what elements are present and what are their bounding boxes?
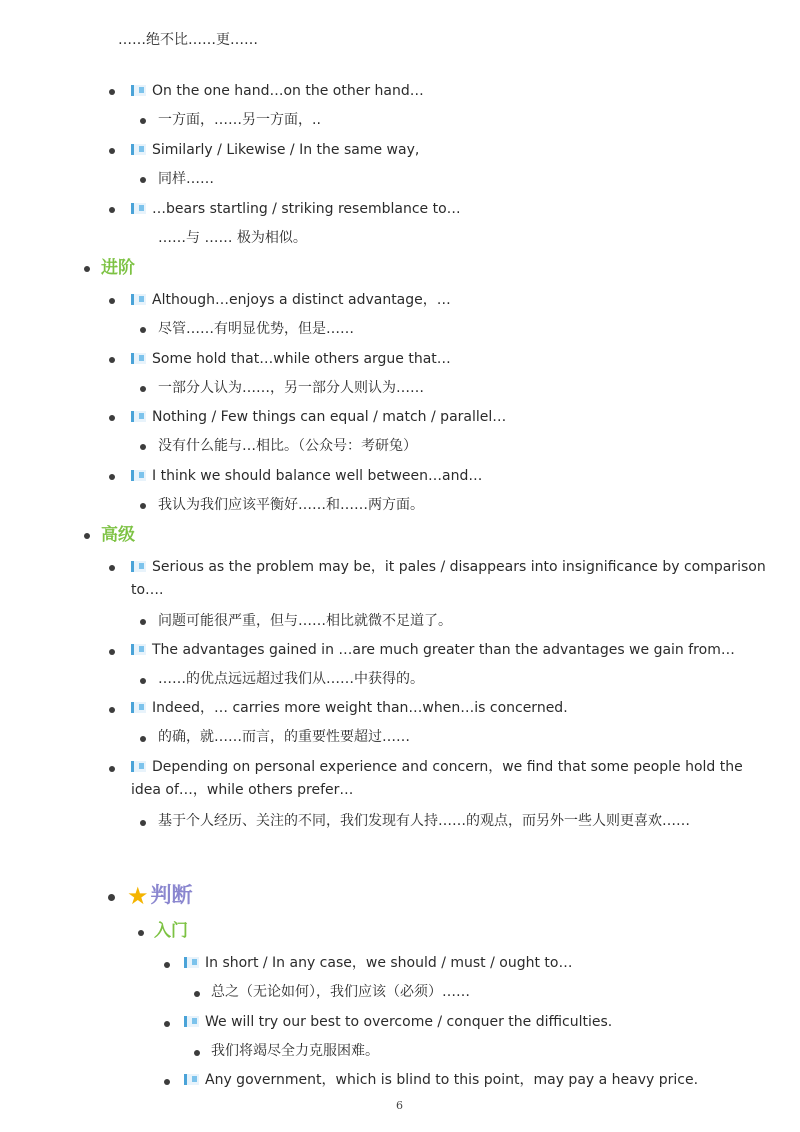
phrase-item bbox=[131, 640, 735, 660]
phrase-text: Depending on personal experience and concern，we find that some people hold the idea of…，while others prefer… bbox=[131, 759, 743, 798]
phrase-item bbox=[131, 81, 424, 101]
bullet bbox=[109, 298, 115, 304]
bullet bbox=[140, 619, 146, 625]
cn-translation: 同样…… bbox=[158, 171, 214, 187]
bullet bbox=[140, 118, 146, 124]
vocab-level-badge-icon bbox=[184, 1074, 199, 1085]
section-heading-senior: 高级 bbox=[101, 525, 135, 545]
bullet bbox=[194, 991, 200, 997]
cn-translation: ……的优点远远超过我们从……中获得的。 bbox=[158, 671, 424, 687]
phrase-item bbox=[184, 953, 573, 973]
cn-translation: ……与 …… 极为相似。 bbox=[158, 230, 307, 246]
vocab-level-badge-icon bbox=[131, 353, 146, 364]
vocab-level-badge-icon bbox=[131, 761, 146, 772]
cn-translation: 尽管……有明显优势，但是…… bbox=[158, 321, 354, 337]
bullet bbox=[109, 89, 115, 95]
bullet bbox=[109, 707, 115, 713]
cn-translation: 基于个人经历、关注的不同，我们发现有人持……的观点，而另外一些人则更喜欢…… bbox=[158, 813, 690, 829]
phrase-item bbox=[131, 556, 771, 602]
bullet bbox=[164, 1079, 170, 1085]
vocab-level-badge-icon bbox=[131, 470, 146, 481]
phrase-text: Although…enjoys a distinct advantage，… bbox=[152, 292, 451, 308]
section-heading-judgement bbox=[127, 880, 193, 913]
phrase-item bbox=[184, 1070, 698, 1090]
phrase-item bbox=[131, 349, 451, 369]
phrase-text: The advantages gained in …are much greater than the advantages we gain from… bbox=[152, 642, 735, 658]
bullet bbox=[140, 327, 146, 333]
bullet bbox=[140, 386, 146, 392]
phrase-item bbox=[131, 466, 482, 486]
cn-translation: 没有什么能与…相比。（公众号：考研兔） bbox=[158, 438, 417, 454]
phrase-text: On the one hand…on the other hand… bbox=[152, 83, 424, 99]
cn-translation: 总之（无论如何），我们应该（必须）…… bbox=[211, 984, 470, 1000]
bullet bbox=[108, 894, 115, 901]
bullet bbox=[164, 962, 170, 968]
star-icon: ★ bbox=[127, 882, 149, 910]
vocab-level-badge-icon bbox=[131, 561, 146, 572]
page-number: 6 bbox=[396, 1099, 403, 1112]
bullet bbox=[140, 736, 146, 742]
phrase-text: Serious as the problem may be，it pales / disappears into insignificance by comparison to…. bbox=[131, 559, 766, 598]
vocab-level-badge-icon bbox=[184, 1016, 199, 1027]
vocab-level-badge-icon bbox=[131, 144, 146, 155]
bullet bbox=[109, 649, 115, 655]
phrase-item bbox=[131, 290, 451, 310]
phrase-item bbox=[131, 140, 419, 160]
phrase-text: I think we should balance well between…and… bbox=[152, 468, 483, 484]
section-heading-beginner: 入门 bbox=[154, 921, 188, 941]
section-heading-advanced: 进阶 bbox=[101, 258, 135, 278]
phrase-item bbox=[131, 407, 506, 427]
bullet bbox=[84, 266, 90, 272]
phrase-item bbox=[184, 1012, 612, 1032]
bullet bbox=[140, 503, 146, 509]
bullet bbox=[138, 930, 144, 936]
bullet bbox=[140, 444, 146, 450]
phrase-text: Similarly / Likewise / In the same way, bbox=[152, 142, 420, 158]
cn-translation: 我们将竭尽全力克服困难。 bbox=[211, 1043, 379, 1059]
bullet bbox=[109, 357, 115, 363]
vocab-level-badge-icon bbox=[131, 644, 146, 655]
bullet bbox=[140, 820, 146, 826]
bullet bbox=[194, 1050, 200, 1056]
bullet bbox=[109, 474, 115, 480]
phrase-text: In short / In any case，we should / must / ought to… bbox=[205, 955, 573, 971]
vocab-level-badge-icon bbox=[131, 411, 146, 422]
vocab-level-badge-icon bbox=[131, 702, 146, 713]
cn-translation: 问题可能很严重，但与……相比就微不足道了。 bbox=[158, 613, 452, 629]
cn-translation: 一方面，……另一方面，.. bbox=[158, 112, 321, 128]
bullet bbox=[140, 678, 146, 684]
phrase-item bbox=[131, 756, 771, 802]
cn-translation: 的确，就……而言，的重要性要超过…… bbox=[158, 729, 410, 745]
phrase-item bbox=[131, 698, 568, 718]
bullet bbox=[109, 766, 115, 772]
phrase-text: Indeed，… carries more weight than…when…is concerned. bbox=[152, 700, 568, 716]
vocab-level-badge-icon bbox=[184, 957, 199, 968]
bullet bbox=[140, 177, 146, 183]
bullet bbox=[164, 1021, 170, 1027]
section-heading-text: 判断 bbox=[150, 883, 193, 907]
cn-translation: 我认为我们应该平衡好……和……两方面。 bbox=[158, 497, 424, 513]
bullet bbox=[109, 207, 115, 213]
cn-translation: ……绝不比……更…… bbox=[118, 32, 258, 48]
bullet bbox=[109, 415, 115, 421]
phrase-text: Some hold that…while others argue that… bbox=[152, 351, 451, 367]
phrase-text: …bears startling / striking resemblance to… bbox=[152, 201, 461, 217]
phrase-text: Any government，which is blind to this point，may pay a heavy price. bbox=[205, 1072, 699, 1088]
cn-translation: 一部分人认为……，另一部分人则认为…… bbox=[158, 380, 424, 396]
vocab-level-badge-icon bbox=[131, 294, 146, 305]
bullet bbox=[109, 148, 115, 154]
phrase-text: We will try our best to overcome / conquer the difficulties. bbox=[205, 1014, 613, 1030]
bullet bbox=[109, 565, 115, 571]
phrase-item bbox=[131, 199, 461, 219]
bullet bbox=[84, 533, 90, 539]
phrase-text: Nothing / Few things can equal / match / parallel… bbox=[152, 409, 507, 425]
vocab-level-badge-icon bbox=[131, 203, 146, 214]
vocab-level-badge-icon bbox=[131, 85, 146, 96]
